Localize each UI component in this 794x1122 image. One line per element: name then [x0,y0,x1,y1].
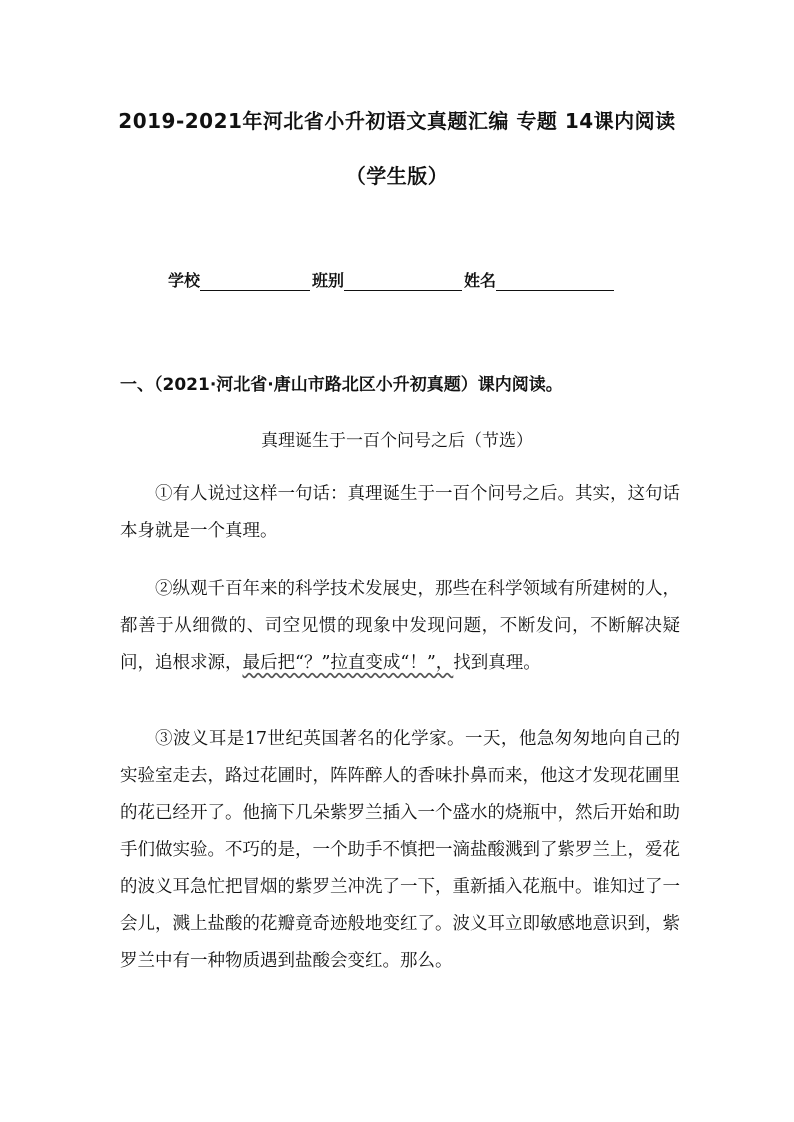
document-subtitle: （学生版） [345,164,449,188]
class-label: 班别 [312,271,345,290]
class-blank [344,272,462,291]
section-heading: 一、（2021·河北省·唐山市路北区小升初真题）课内阅读。 [120,375,563,395]
document-title: 2019-2021年河北省小升初语文真题汇编 专题 14课内阅读 [118,109,676,133]
paragraph-2 [120,571,680,682]
paragraph-2-ending: 找到真理。 [453,653,541,673]
paragraph-1: ①有人说过这样一句话：真理诞生于一百个问号之后。其实，这句话本身就是一个真理。 [120,484,680,541]
name-blank [496,272,614,291]
paragraph-2-text: ②纵观千百年来的科学技术发展史，那些在科学领域有所建树的人，都善于从细微的、司空见惯的现象中发现问题，不断发问，不断解决疑问，追根求源， [120,579,680,673]
school-label: 学校 [168,271,201,290]
paragraph-3: ③波义耳是17世纪英国著名的化学家。一天，他急匆匆地向自己的实验室走去，路过花圃时，阵阵醉人的香味扑鼻而来，他这才发现花圃里的花已经开了。他摘下几朵紫罗兰插入一个盛水的烧瓶中，然后开始和助手们做实验。不巧的是，一个助手不慎把一滴盐酸溅到了紫罗兰上，爱花的波义耳急忙把冒烟的紫罗兰冲洗了一下，重新插入花瓶中。谁知过了一会儿，溅上盐酸的花瓣竟奇迹般地变红了。波义耳立即敏感地意识到，紫罗兰中有一种物质遇到盐酸会变红。那么。 [120,729,680,971]
passage-title: 真理诞生于一百个问号之后（节选） [261,431,533,451]
paragraph-2-underlined-text: 最后把“？”拉直变成“！”， [242,653,454,673]
student-info-row [168,268,616,291]
school-blank [200,272,310,291]
name-label: 姓名 [464,271,497,290]
